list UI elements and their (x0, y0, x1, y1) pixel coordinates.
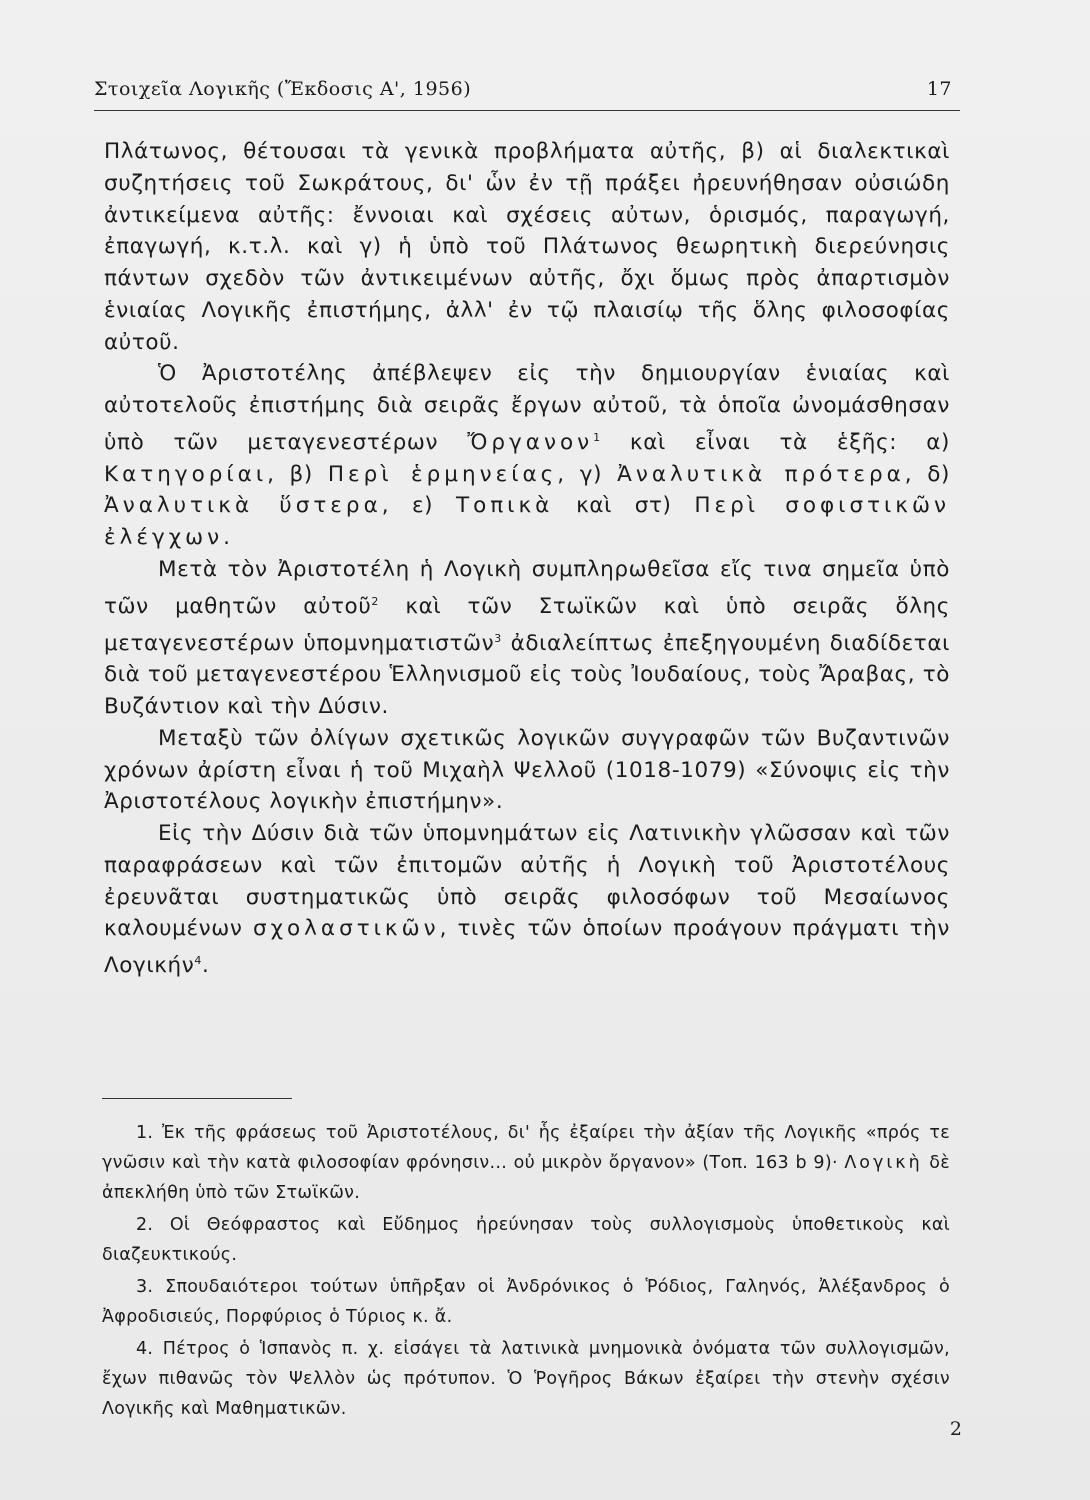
paragraph-2-text-h: . (223, 525, 231, 551)
paragraph-3 (104, 554, 950, 723)
footnote-divider (102, 1098, 292, 1099)
paragraph-3-text-c: ἀδιαλείπτως ἐπεξηγουμένη διαδίδεται διὰ τοῦ μεταγενεστέρου Ἑλληνισμοῦ εἰς τοὺς Ἰουδαίους, τοὺς Ἄραβας, τὸ Βυζάντιον καὶ τὴν Δύσιν. (104, 630, 950, 720)
main-text (104, 136, 950, 982)
paragraph-1-text: Πλάτωνος, θέτουσαι τὰ γενικὰ προβλήματα αὐτῆς, β) αἱ διαλεκτικαὶ συζητήσεις τοῦ Σωκράτους, δι' ὧν ἐν τῇ πράξει ἠρευνήθησαν οὐσιώδη ἀντικείμενα αὐτῆς: ἔννοιαι καὶ σχέσεις αὐτων, ὁρισμός, παραγωγή, ἐπαγωγή, κ.τ.λ. καὶ γ) ἡ ὑπὸ τοῦ Πλάτωνος θεωρητικὴ διερεύνησις πάντων σχεδὸν τῶν ἀντικειμένων αὐτῆς, ὄχι ὅμως πρὸς ἀπαρτισμὸν ἑνιαίας Λογικῆς ἐπιστήμης, ἀλλ' ἐν τῷ πλαισίῳ τῆς ὅλης φιλοσοφίας αὐτοῦ. (104, 139, 950, 355)
term-analytika-protera: Ἀναλυτικὰ πρότερα (617, 461, 905, 487)
footnote-2: 2. Οἱ Θεόφραστος καὶ Εὔδημος ἠρεύνησαν τοὺς συλλογισμοὺς ὑποθετικοὺς καὶ διαζευκτικούς. (102, 1215, 950, 1265)
footnote-1-text-a: 1. Ἐκ τῆς φράσεως τοῦ Ἀριστοτέλους, δι' ἧς ἐξαίρει τὴν ἀξίαν τῆς Λογικῆς «πρός τε γνῶσιν καὶ τὴν κατὰ φιλοσοφίαν φρόνησιν... οὐ μικρὸν ὄργανον» (Τοπ. 163 b 9)· (102, 1123, 950, 1173)
paragraph-2-text-b: καὶ εἶναι τὰ ἑξῆς: α) (629, 429, 951, 455)
term-organon: Ὄργανον (467, 429, 594, 455)
term-scholastikon: σχολαστικῶν (252, 916, 440, 942)
printer-signature: 2 (949, 1418, 962, 1440)
running-head-title: Στοιχεῖα Λογικῆς (Ἔκδοσις Α', 1956) (94, 78, 472, 100)
term-kategoriai: Κατηγορίαι (104, 461, 268, 487)
paragraph-5-text-a: Εἰς τὴν Δύσιν διὰ τῶν ὑπομνημάτων εἰς Λατινικὴν γλῶσσαν καὶ τῶν παραφράσεων καὶ τῶν ἐπιτομῶν αὐτῆς ἡ Λογικὴ τοῦ Ἀριστοτέλους ἐρευνᾶται συστηματικῶς ὑπὸ σειρᾶς φιλοσόφων τοῦ Μεσαίωνος καλουμένων (104, 821, 950, 942)
footnote-ref-3: 3 (494, 631, 502, 645)
footnote-ref-4: 4 (194, 954, 202, 968)
footnotes (102, 1118, 950, 1426)
paragraph-1 (104, 136, 950, 358)
paragraph-5 (104, 818, 950, 982)
paragraph-2-text-e: , δ) (904, 461, 950, 487)
paragraph-2-text-c: , β) (267, 461, 313, 487)
paragraph-3-text-b: καὶ τῶν Στωϊκῶν καὶ ὑπὸ σειρᾶς ὅλης μεταγενεστέρων ὑπομνηματιστῶν (104, 593, 950, 656)
footnote-3: 3. Σπουδαιότεροι τούτων ὑπῆρξαν οἱ Ἀνδρόνικος ὁ Ῥόδιος, Γαληνός, Ἀλέξανδρος ὁ Ἀφροδισιεύς, Πορφύριος ὁ Τύριος κ. ἄ. (102, 1277, 950, 1327)
paragraph-4-text: Μεταξὺ τῶν ὀλίγων σχετικῶς λογικῶν συγγραφῶν τῶν Βυζαντινῶν χρόνων ἀρίστη εἶναι ἡ τοῦ Μιχαὴλ Ψελλοῦ (1018-1079) «Σύνοψις εἰς τὴν Ἀριστοτέλους λογικὴν ἐπιστήμην». (104, 725, 950, 815)
paragraph-5-text-c: . (201, 953, 210, 979)
running-head (94, 72, 960, 111)
paragraph-2 (104, 358, 950, 554)
footnote-1 (102, 1118, 950, 1208)
term-peri-ermineias: Περὶ ἑρμηνείας (327, 461, 558, 487)
term-topika: Τοπικὰ (455, 493, 554, 519)
page-number: 17 (926, 78, 952, 100)
footnote-ref-2: 2 (371, 594, 379, 608)
term-analytika-ystera: Ἀναλυτικὰ ὕστερα (104, 493, 382, 519)
paragraph-3-text-a: Μετὰ τὸν Ἀριστοτέλη ἡ Λογικὴ συμπληρωθεῖσα εἴς τινα σημεῖα ὑπὸ τῶν μαθητῶν αὐτοῦ (104, 556, 950, 619)
footnote-ref-1: 1 (593, 430, 601, 444)
paragraph-2-text-g: καὶ στ) (576, 493, 672, 519)
paragraph-5-text-b: , τινὲς τῶν ὁποίων προάγουν πράγματι τὴν Λογικήν (104, 916, 950, 979)
footnote-4: 4. Πέτρος ὁ Ἱσπανὸς π. χ. εἰσάγει τὰ λατινικὰ μνημονικὰ ὀνόματα τῶν συλλογισμῶν, ἔχων πιθανῶς τὸν Ψελλὸν ὡς πρότυπον. Ὁ Ῥογῆρος Βάκων ἐξαίρει τὴν στενὴν σχέσιν Λογικῆς καὶ Μαθηματικῶν. (102, 1339, 950, 1419)
paragraph-2-text-a: Ὁ Ἀριστοτέλης ἀπέβλεψεν εἰς τὴν δημιουργίαν ἑνιαίας καὶ αὐτοτελοῦς ἐπιστήμης διὰ σειρᾶς ἔργων αὐτοῦ, τὰ ὁποῖα ὠνομάσθησαν ὑπὸ τῶν μεταγενεστέρων (104, 361, 950, 455)
paragraph-4 (104, 723, 950, 818)
term-peri-sophistikon: Περὶ σοφιστικῶν ἐλέγχων (104, 493, 950, 551)
paragraph-2-text-d: , γ) (557, 461, 603, 487)
paragraph-2-text-f: , ε) (381, 493, 434, 519)
footnote-1-term-logiki: Λογικὴ (844, 1153, 923, 1173)
footnote-1-text-b: δὲ ἀπεκλήθη ὑπὸ τῶν Στωϊκῶν. (102, 1153, 950, 1203)
